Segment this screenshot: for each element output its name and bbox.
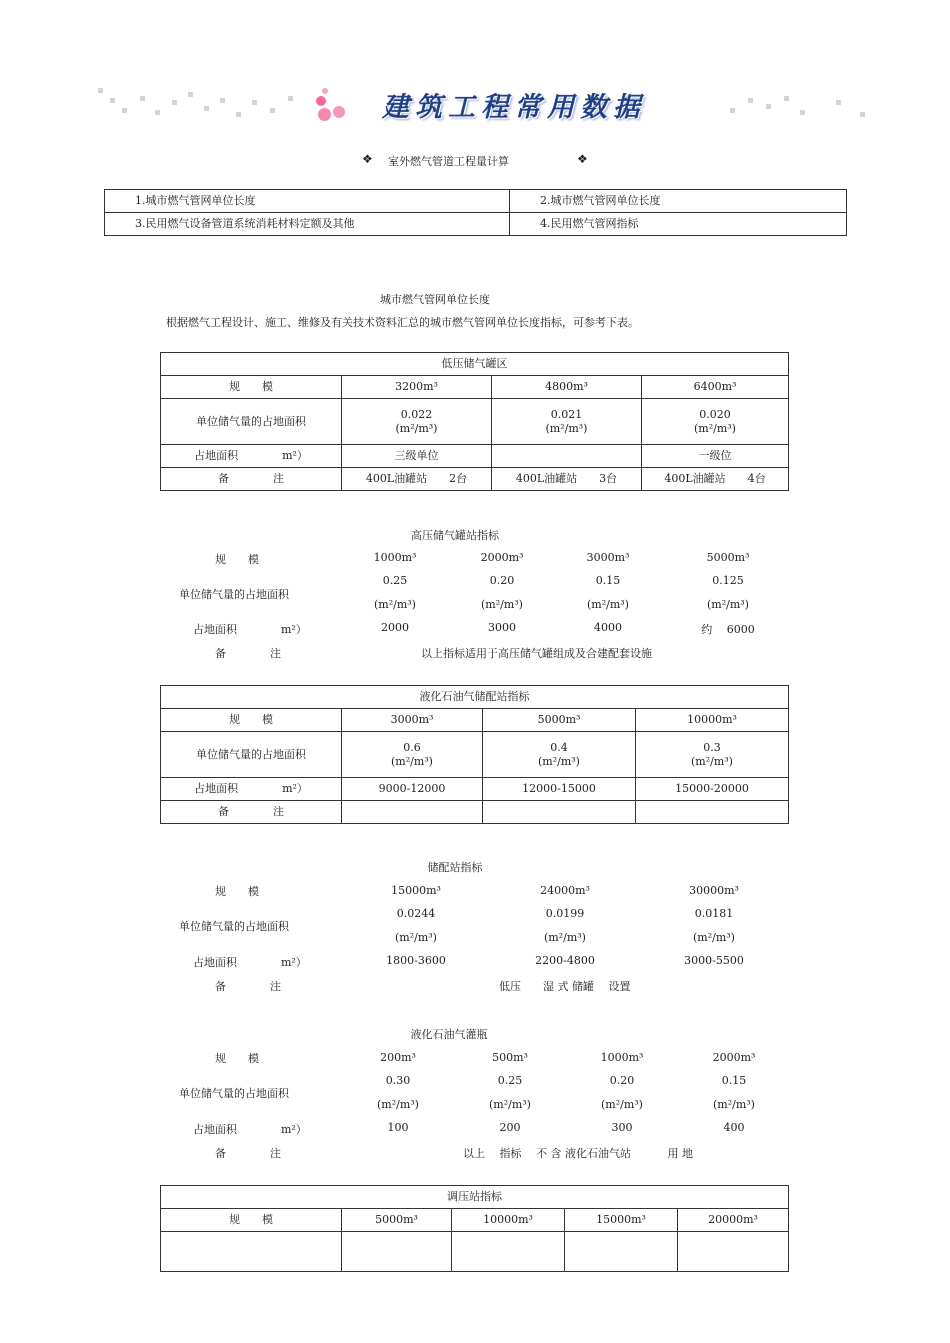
value: 200 — [499, 1121, 521, 1134]
column-header: 4800m³ — [492, 376, 642, 399]
row-label: 占地面积 m²） — [193, 623, 307, 636]
row-label: 占地面积 m²） — [161, 778, 342, 801]
table-cell: 15000-20000 — [636, 778, 789, 801]
value: 0.6 — [403, 740, 421, 754]
value: 0.0181 — [694, 907, 734, 920]
column-header: 15000m³ — [565, 1209, 678, 1232]
column-header: 1000m³ — [600, 1051, 644, 1064]
row-label: 单位储气量的占地面积 — [161, 399, 342, 445]
table-cell: 400L油罐站 3台 — [492, 468, 642, 491]
unit: (m²/m³) — [395, 421, 438, 435]
page-title: 室外燃气管道工程量计算 — [388, 155, 509, 168]
note: 低压 湿 式 储罐 设置 — [499, 980, 631, 993]
unit: (m²/m³) — [545, 421, 588, 435]
value: 0.15 — [721, 1074, 747, 1087]
unit: (m²/m³) — [391, 754, 433, 768]
value: 0.020 — [699, 407, 731, 421]
column-header: 5000m³ — [706, 551, 750, 564]
column-header: 3000m³ — [342, 709, 483, 732]
column-header: 2000m³ — [712, 1051, 756, 1064]
toc-link[interactable]: 2.城市燃气管网单位长度 — [510, 190, 847, 213]
table-caption: 低压储气罐区 — [161, 353, 789, 376]
unit: (m²/m³) — [693, 931, 735, 944]
value: 0.15 — [595, 574, 621, 587]
row-label: 占地面积 m²） — [193, 1123, 307, 1136]
unit: (m²/m³) — [544, 931, 586, 944]
row-label: 单位储气量的占地面积 — [179, 588, 289, 601]
row-label: 规 模 — [215, 553, 259, 566]
column-header: 1000m³ — [373, 551, 417, 564]
column-header: 200m³ — [380, 1051, 416, 1064]
pink-dot-decoration — [316, 96, 326, 106]
value: 0.25 — [382, 574, 408, 587]
row-label: 单位储气量的占地面积 — [179, 1087, 289, 1100]
unit: (m²/m³) — [377, 1098, 419, 1111]
toc-link[interactable]: 4.民用燃气管网指标 — [510, 213, 847, 236]
column-header: 24000m³ — [540, 884, 590, 897]
table-cell — [492, 399, 642, 445]
value: 0.20 — [609, 1074, 635, 1087]
unit: (m²/m³) — [713, 1098, 755, 1111]
table-cell — [342, 732, 483, 778]
value: 0.021 — [550, 407, 583, 421]
value: 400 — [723, 1121, 745, 1134]
pink-dot-decoration — [322, 88, 328, 94]
value: 0.4 — [550, 740, 568, 754]
value: 0.0244 — [396, 907, 436, 920]
column-header: 500m³ — [492, 1051, 528, 1064]
unit: (m²/m³) — [694, 421, 736, 435]
note: 以上 指标 不 含 液化石油气站 用 地 — [463, 1147, 693, 1160]
row-label: 规 模 — [161, 1209, 342, 1232]
table-cell — [483, 801, 636, 824]
row-label: 单位储气量的占地面积 — [161, 732, 342, 778]
value: 300 — [611, 1121, 633, 1134]
value: 2000 — [381, 621, 409, 634]
toc-link[interactable]: 3.民用燃气设备管道系统消耗材料定额及其他 — [105, 213, 510, 236]
column-header: 5000m³ — [483, 709, 636, 732]
table-low-pressure-tank — [160, 352, 789, 491]
row-label: 规 模 — [215, 885, 259, 898]
section-text: 根据燃气工程设计、施工、维修及有关技术资料汇总的城市燃气管网单位长度指标，可参考下表。 — [166, 316, 639, 329]
block-caption: 高压储气罐站指标 — [411, 529, 499, 542]
value: 4000 — [594, 621, 622, 634]
table-cell — [342, 801, 483, 824]
bullet-icon: ❖ — [362, 152, 373, 166]
value: 0.3 — [703, 740, 721, 754]
row-label: 备 注 — [161, 468, 342, 491]
table-cell — [342, 399, 492, 445]
pink-dot-decoration — [318, 108, 331, 121]
row-label: 备 注 — [215, 1147, 281, 1160]
table-cell — [636, 732, 789, 778]
table-cell — [342, 1232, 452, 1272]
column-header: 3000m³ — [586, 551, 630, 564]
table-cell — [452, 1232, 565, 1272]
column-header: 6400m³ — [642, 376, 789, 399]
row-label: 备 注 — [215, 980, 281, 993]
table-regulator-station — [160, 1185, 789, 1272]
table-cell: 400L油罐站 4台 — [642, 468, 789, 491]
value: 0.022 — [400, 407, 433, 421]
table-lpg-station — [160, 685, 789, 824]
unit: (m²/m³) — [538, 754, 580, 768]
row-label: 占地面积 m²） — [161, 445, 342, 468]
table-cell — [642, 399, 789, 445]
unit: (m²/m³) — [587, 598, 629, 611]
unit: (m²/m³) — [691, 754, 733, 768]
table-cell — [565, 1232, 678, 1272]
toc-link[interactable]: 1.城市燃气管网单位长度 — [105, 190, 510, 213]
value: 1800-3600 — [386, 954, 446, 967]
table-cell — [636, 801, 789, 824]
row-label: 规 模 — [161, 709, 342, 732]
block-caption: 储配站指标 — [427, 861, 483, 874]
column-header: 2000m³ — [480, 551, 524, 564]
table-cell: 12000-15000 — [483, 778, 636, 801]
section-title: 城市燃气管网单位长度 — [380, 293, 490, 306]
unit: (m²/m³) — [374, 598, 416, 611]
value: 3000 — [488, 621, 516, 634]
table-cell — [678, 1232, 789, 1272]
value: 0.125 — [712, 574, 744, 587]
banner-title: 建筑工程常用数据 — [382, 92, 646, 123]
block-caption: 液化石油气灌瓶 — [410, 1028, 488, 1041]
note: 以上指标适用于高压储气罐组成及合建配套设施 — [421, 647, 652, 660]
table-cell: 三级单位 — [342, 445, 492, 468]
value: 0.25 — [497, 1074, 523, 1087]
row-label: 规 模 — [161, 376, 342, 399]
unit: (m²/m³) — [601, 1098, 643, 1111]
value: 3000-5500 — [684, 954, 744, 967]
table-cell — [483, 732, 636, 778]
unit: (m²/m³) — [489, 1098, 531, 1111]
table-cell: 一级位 — [642, 445, 789, 468]
pink-dot-decoration — [333, 106, 345, 118]
value: 0.20 — [489, 574, 515, 587]
column-header: 3200m³ — [342, 376, 492, 399]
toc-table — [104, 189, 847, 236]
column-header: 30000m³ — [689, 884, 739, 897]
unit: (m²/m³) — [707, 598, 749, 611]
column-header: 10000m³ — [636, 709, 789, 732]
value: 0.30 — [385, 1074, 411, 1087]
row-label: 备 注 — [215, 647, 281, 660]
bullet-icon: ❖ — [577, 152, 588, 166]
column-header: 5000m³ — [342, 1209, 452, 1232]
column-header: 10000m³ — [452, 1209, 565, 1232]
table-caption: 液化石油气储配站指标 — [161, 686, 789, 709]
value: 2200-4800 — [535, 954, 595, 967]
table-cell: 9000-12000 — [342, 778, 483, 801]
value: 100 — [387, 1121, 409, 1134]
unit: (m²/m³) — [481, 598, 523, 611]
table-cell: 400L油罐站 2台 — [342, 468, 492, 491]
value: 约 6000 — [701, 623, 755, 636]
unit: (m²/m³) — [395, 931, 437, 944]
column-header: 15000m³ — [391, 884, 441, 897]
value: 0.0199 — [545, 907, 585, 920]
row-label: 规 模 — [215, 1052, 259, 1065]
row-label: 单位储气量的占地面积 — [179, 920, 289, 933]
row-label: 备 注 — [161, 801, 342, 824]
column-header: 20000m³ — [678, 1209, 789, 1232]
table-cell — [161, 1232, 342, 1272]
table-caption: 调压站指标 — [161, 1186, 789, 1209]
table-cell — [492, 445, 642, 468]
row-label: 占地面积 m²） — [193, 956, 307, 969]
